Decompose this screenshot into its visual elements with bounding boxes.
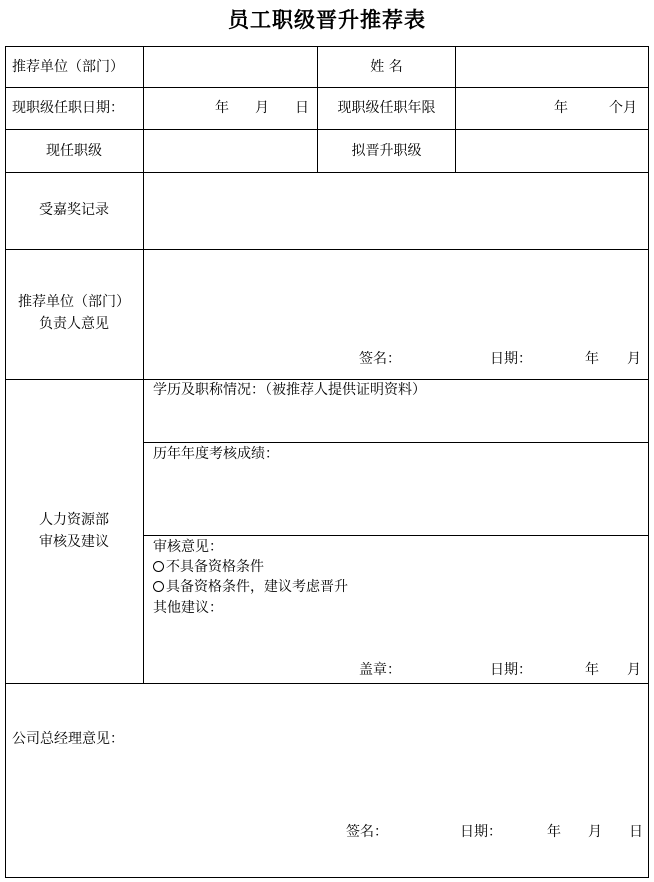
department-field[interactable] [144, 47, 317, 87]
hr-review-label-line1: 人力资源部 [39, 512, 109, 528]
signature-label: 签名： [359, 351, 401, 367]
other-suggestion-field[interactable] [144, 618, 648, 658]
tenure-year-unit: 年 [554, 100, 568, 116]
appointment-date-field[interactable] [144, 88, 317, 129]
date-label: 日期： [490, 662, 532, 678]
hr-review-label-line2: 审核及建议 [39, 534, 109, 550]
row-divider [143, 442, 649, 443]
month-unit: 月 [627, 662, 641, 678]
education-field[interactable] [144, 400, 648, 442]
dept-head-opinion-label-line1: 推荐单位（部门） [18, 294, 130, 310]
day-unit: 日 [295, 100, 309, 116]
other-suggestion-label: 其他建议： [153, 600, 223, 616]
name-label: 姓 名 [370, 59, 403, 75]
table-border-bottom [5, 877, 649, 878]
proposed-rank-label: 拟晋升职级 [351, 143, 422, 159]
gm-opinion-label: 公司总经理意见： [12, 731, 124, 747]
department-label: 推荐单位（部门） [12, 59, 124, 75]
seal-label: 盖章： [359, 662, 401, 678]
awards-field[interactable] [144, 173, 648, 249]
review-opinion-label: 审核意见： [153, 539, 223, 555]
date-label: 日期： [460, 824, 502, 840]
row-divider [143, 535, 649, 536]
option-qualified-label: 具备资格条件，建议考虑晋升 [166, 579, 348, 595]
option-not-qualified-label: 不具备资格条件 [166, 559, 264, 575]
date-label: 日期： [490, 351, 532, 367]
appointment-date-label: 现职级任职日期： [12, 100, 124, 116]
tenure-label: 现职级任职年限 [337, 100, 436, 116]
radio-circle-icon[interactable] [153, 581, 164, 592]
year-unit: 年 [547, 824, 561, 840]
gm-opinion-field[interactable] [6, 750, 648, 816]
assessment-label: 历年年度考核成绩： [153, 446, 279, 462]
awards-label: 受嘉奖记录 [39, 202, 109, 218]
promotion-form-table [5, 46, 649, 878]
dept-head-opinion-label-line2: 负责人意见 [39, 316, 109, 332]
current-rank-field[interactable] [144, 130, 317, 172]
assessment-field[interactable] [144, 464, 648, 535]
signature-label: 签名： [346, 824, 388, 840]
month-unit: 月 [627, 351, 641, 367]
proposed-rank-field[interactable] [456, 130, 648, 172]
current-rank-label: 现任职级 [46, 143, 102, 159]
year-unit: 年 [585, 351, 599, 367]
form-title: 员工职级晋升推荐表 [228, 7, 426, 32]
row-divider [5, 683, 649, 684]
month-unit: 月 [588, 824, 602, 840]
tenure-month-unit: 个月 [609, 100, 637, 116]
month-unit: 月 [255, 100, 269, 116]
option-not-qualified[interactable] [153, 557, 264, 577]
table-border-right [648, 46, 649, 878]
name-field[interactable] [456, 47, 648, 87]
year-unit: 年 [585, 662, 599, 678]
day-unit: 日 [629, 824, 643, 840]
education-label: 学历及职称情况：（被推荐人提供证明资料） [153, 382, 426, 398]
radio-circle-icon[interactable] [153, 561, 164, 572]
year-unit: 年 [215, 100, 229, 116]
option-qualified[interactable] [153, 577, 348, 597]
